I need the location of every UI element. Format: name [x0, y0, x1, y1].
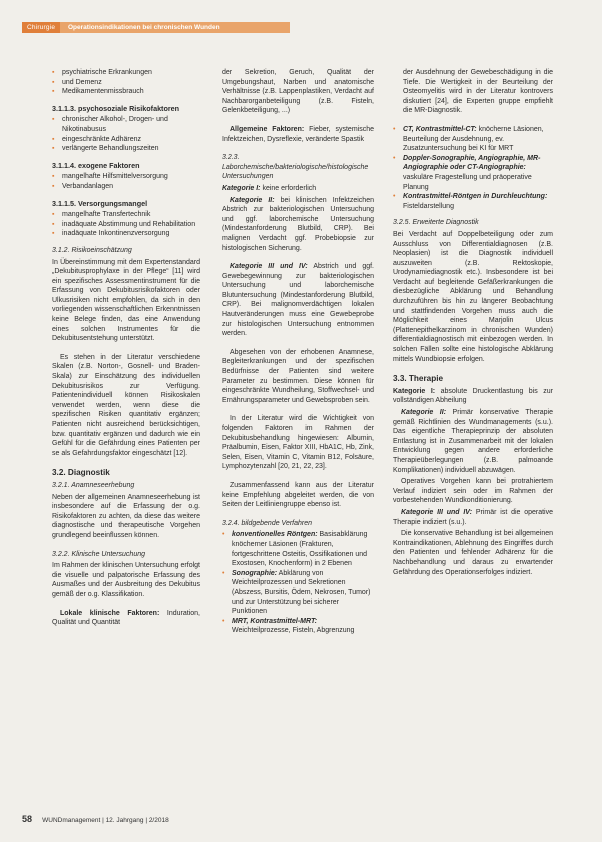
list-text: Weichteilprozesse, Fisteln, Abgrenzung [232, 627, 355, 635]
heading-32: 3.2. Diagnostik [52, 468, 110, 478]
lead-term: Kategorie I: [393, 387, 436, 395]
paragraph-text: absolute Druckentlastung bis zur vollständigen Abheilung [393, 387, 553, 405]
column-3 [393, 68, 553, 586]
paragraph: Im Rahmen der klinischen Untersuchung erfolgt die visuelle und palpatorische Erfassung des Ausmaßes und der Ausbreitung des Dekubitus gemäß der o.g. Klassifikation. [52, 562, 200, 598]
list-item: ▪ chronischer Alkohol-, Drogen- und Nikotinabusus [52, 115, 200, 134]
heading-325: 3.2.5. Erweiterte Diagnostik [393, 219, 479, 227]
list-item: ▪ psychiatrische Erkrankungen [52, 68, 200, 78]
list-item: ▪ und Demenz [52, 78, 200, 88]
paragraph [222, 262, 374, 339]
paragraph-text: Abstrich und ggf. Gewebegewinnung zur bakteriologischen Untersuchung und laborchemische Blutuntersuchung (Mindestanforderung Blutbild, CRP). Bei malignomverdächtigen lokalen Hautveränderungen muss eine Gewebeprobe zur histologischen Untersuchung entnommen werden. [222, 263, 374, 338]
bullet-list [52, 115, 200, 153]
list-item: ▪ inadäquate Abstimmung und Rehabilitation [52, 220, 200, 230]
header-bar [22, 22, 290, 33]
lead-term: MRT, Kontrastmittel-MRT: [232, 617, 318, 625]
bullet-list [52, 68, 200, 97]
list-text: Fisteldarstellung [403, 202, 454, 210]
list-text: Basisabklärung knöcherner Läsionen (Frakturen, fortgeschrittene Osteitis, Ossifikationen und Exostosen, Knochenform) in 2 Ebenen [232, 531, 368, 568]
paragraph [393, 408, 553, 475]
paragraph-text: keine erforderlich [260, 184, 317, 192]
publication-info: WUNDmanagement | 12. Jahrgang | 2/2018 [42, 817, 169, 824]
paragraph-text: bei klinischen Infektzeichen Abstrich zur bakteriologischen Untersuchung und ggf. laborchemische Untersuchung (Mindestanforderung Blutbild, CRP). Bei malignen Verdacht ggf. Probebiopsie zur histologischen Sicherung. [222, 196, 374, 252]
paragraph-text: Induration, Qualität und Quantität [52, 609, 201, 627]
heading-324: 3.2.4. bildgebende Verfahren [222, 519, 313, 527]
list-item [393, 192, 553, 211]
paragraph [52, 609, 200, 628]
lead-term: Lokale klinische Faktoren: [60, 609, 160, 617]
paragraph: In Übereinstimmung mit dem Expertenstandard „Dekubitusprophylaxe in der Pflege“ [11] wird ein spezifisches Assessmentinstrument für die Erfassung von Dekubitusrisikofaktoren oder Ulkusrisiken nicht empfohlen, da sich in den vorliegenden wissenschaftlichen Erkenntnissen keine Belege finden, das eine Anwendung eines solchen Instrumentes für die Dekubitusentstehung unterstützt. [52, 258, 200, 343]
paragraph [393, 387, 553, 406]
heading-312: 3.1.2. Risikoeinschätzung [52, 246, 132, 254]
heading-3113: 3.1.1.3. psychosoziale Risikofaktoren [52, 103, 180, 113]
list-item: ▪ eingeschränkte Adhärenz [52, 135, 200, 145]
page-number: 58 [22, 814, 33, 824]
list-item: ▪ verlängerte Behandlungszeiten [52, 144, 200, 154]
heading-33: 3.3. Therapie [393, 374, 444, 384]
paragraph [222, 125, 374, 144]
header-title: Operationsindikationen bei chronischen Wunden [68, 24, 220, 31]
paragraph: Es stehen in der Literatur verschiedene Skalen (z.B. Norton-, Gosnell- und Braden-Skala) zur Einschätzung des individuellen Dekubitusrisikos zur Verfügung. Patientenindividuell können Risikoskalen verwendet werden, wenn diese die spezifischen Risiken quantitativ ergänzen; Patienten nicht ausreichend berücksichtigen, bzw. quantitativ ergänzen und dadurch wie ein Gefühl für die Gefährdung eines Patienten per se als Gefahrdungsfaktor eingeschätzt [12]. [52, 353, 200, 457]
section-tag: Chirurgie [22, 22, 60, 33]
heading-323: 3.2.3. Laborchemische/bakteriologische/histologische Untersuchungen [222, 154, 369, 181]
paragraph-text: Primär ist die operative Therapie indiziert (s.u.). [393, 508, 554, 526]
lead-term: Doppler-Sonographie, Angiographie, MR-Angiographie oder CT-Angiographie: [403, 154, 541, 172]
lead-term: Kategorie II: [401, 409, 447, 416]
list-text: vaskuläre Fragestellung und präoperative Planung [403, 173, 532, 191]
paragraph: Abgesehen von der erhobenen Anamnese, Begleiterkrankungen und der spezifischen Bedürfnisse der Patienten sind weitere Parameter zu bestimmen. Diese können für eingeschränkte Wundheilung, Stoffwechsel- und Ernährungsparameter und Gewebsproben sein. [222, 348, 374, 404]
paragraph: Operatives Vorgehen kann bei protrahiertem Verlauf indiziert sein oder im Rahmen der vorbestehenden Wundkonditionierung. [393, 478, 553, 505]
heading-3115: 3.1.1.5. Versorgungsmangel [52, 198, 148, 208]
list-item [393, 125, 553, 154]
list-item [393, 154, 553, 192]
list-item: ▪ mangelhafte Hilfsmittelversorgung [52, 172, 200, 182]
lead-term: Kategorie III und IV: [230, 263, 308, 271]
paragraph [222, 196, 374, 254]
paragraph [222, 184, 374, 194]
lead-term: Sonographie: [232, 569, 278, 577]
list-text: Abklärung von Weichteilprozessen und Sekretionen (Abszess, Bursitis, Ödem, Nekrosen, Tumor) und zur Unterstützung bei sicherer Punktionen [232, 569, 371, 616]
heading-3114: 3.1.1.4. exogene Faktoren [52, 160, 140, 170]
paragraph [393, 508, 553, 527]
column-1 [52, 68, 200, 637]
lead-term: Kategorie II: [230, 196, 275, 204]
paragraph: Neben der allgemeinen Anamneseerhebung ist insbesondere auf die Erfassung der o.g. Risikofaktoren zu achten, da diese das weitere diagnostische und therapeutische Vorgehen grundlegend beeinflussen können. [52, 493, 200, 539]
page-footer [22, 814, 582, 824]
column-2 [222, 68, 374, 642]
lead-term: CT, Kontrastmittel-CT: [403, 125, 477, 133]
lead-term: Allgemeine Faktoren: [230, 125, 305, 133]
lead-term: Kategorie III und IV: [401, 508, 473, 516]
list-item: ▪ Verbandanlagen [52, 182, 200, 192]
paragraph: In der Literatur wird die Wichtigkeit von folgenden Faktoren im Rahmen der Dekubitusbehandlung hingewiesen: Albumin, Präalbumin, Eisen, Faktor XIII, HbA1C, Hb, Zink, Selen, Eisen, Vitamin C, Vitamin B12, Folsäure, Lymphozytenzahl [20, 21, 22, 23]. [222, 415, 374, 471]
list-item: ▪ Medikamentenmissbrauch [52, 87, 200, 97]
paragraph: der Ausdehnung der Gewebeschädigung in die Tiefe. Die Wertigkeit in der Beurteilung der Osteomyelitis wird in der Literatur kontrovers diskutiert [24], die Experten gruppe empfiehlt die MR-Diagnostik. [403, 69, 553, 115]
list-item [222, 530, 374, 568]
list-item: ▪ inadäquate Inkontinenzversorgung [52, 229, 200, 239]
imaging-list [393, 125, 553, 211]
paragraph-text: Fieber, systemische Infektzeichen, Dysreflexie, veränderte Spastik [222, 125, 374, 143]
paragraph: Zusammenfassend kann aus der Literatur keine Empfehlung abgeleitet werden, die von Seiten der Leitliniengruppe ebenso ist. [222, 481, 374, 509]
heading-321: 3.2.1. Anamneseerhebung [52, 481, 135, 489]
bullet-list [52, 210, 200, 239]
bullet-list [52, 172, 200, 191]
lead-term: Kategorie I: [222, 184, 261, 192]
lead-term: Kontrastmittel-Röntgen in Durchleuchtung: [403, 193, 548, 201]
list-item [222, 617, 374, 636]
list-item: ▪ mangelhafte Transfertechnik [52, 210, 200, 220]
paragraph: der Sekretion, Geruch, Qualität der Umgebungshaut, Narben und anatomische Verhältnisse (z.B. Lappenplastiken, Verdacht auf Nachbarorganbeteiligung (z.B. Fisteln, Gelenkbeteiligung, ...) [222, 69, 374, 115]
lead-term: konventionelles Röntgen: [232, 531, 318, 539]
heading-322: 3.2.2. Klinische Untersuchung [52, 550, 145, 558]
list-text: knöcherne Läsionen, Beurteilung der Ausdehnung, ev. Zusatzuntersuchung bei KI für MRT [403, 125, 544, 153]
paragraph: Die konservative Behandlung ist bei allgemeinen Kontraindikationen, Ablehnung des Eingriffes durch den Patienten und fehlender Adhärenz für die Nachbehandlung und daraus zu erwartender Gefährdung des Operationserfolges indiziert. [393, 530, 553, 576]
list-item [222, 569, 374, 617]
paragraph-text: Primär konservative Therapie gemäß Richtlinien des Wundmanagements (s.u.). Das eigentliche Therapieprinzip der absoluten Entlastung ist in Zusammenarbeit mit der lokalen Entwicklung gegen andere erforderliche Therapieüberlegungen (z.B. palmoande Komplikationen) individuell abzuwägen. [393, 409, 553, 474]
paragraph: Bei Verdacht auf Doppelbeteiligung oder zum Ausschluss von Differentialdiagnosen (z.B. Neoplasien) ist die Diagnostik individuell auszuweiten (z.B. Rektoskopie, Urodynamiediagnostik etc.). Insbesondere ist bei Verdacht auf begleitende Gefäßerkrankungen die diesbezügliche Abklärung und Behandlung durchzuführen bis hin zu längerer Beobachtung und stattfindenden Vorgehen muss auch die Möglichkeit eines Marjolin Ulcus (Plattenepithelkarzinom in chronischen Wunden) differentialdiagnostisch mit einbezogen werden. In solchen Fällen sollte eine histologische Abklärung mittels Wundbiopsie erfolgen. [393, 230, 553, 363]
imaging-list [222, 530, 374, 636]
